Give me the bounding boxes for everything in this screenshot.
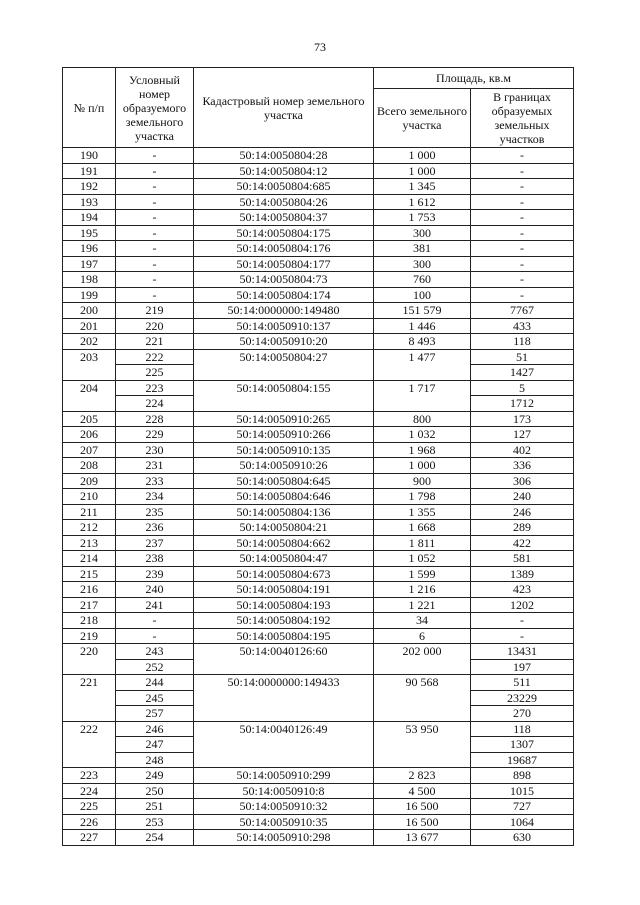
conditional-number: 221: [116, 334, 194, 350]
cadastral-number: 50:14:0050804:12: [194, 163, 374, 179]
cadastral-number: 50:14:0050804:47: [194, 551, 374, 567]
conditional-number: 223: [116, 380, 194, 396]
conditional-number: 224: [116, 396, 194, 412]
conditional-number: 254: [116, 830, 194, 846]
table-row: [63, 473, 574, 489]
area-within: 898: [471, 768, 574, 784]
cadastral-number: 50:14:0050804:177: [194, 256, 374, 272]
area-within: 7767: [471, 303, 574, 319]
area-within: 1064: [471, 814, 574, 830]
conditional-number: 228: [116, 411, 194, 427]
row-number: 206: [63, 427, 116, 443]
conditional-number: 257: [116, 706, 194, 722]
total-area: 381: [374, 241, 471, 257]
area-within: 727: [471, 799, 574, 815]
cadastral-number: 50:14:0050804:673: [194, 566, 374, 582]
table-row: [63, 520, 574, 536]
cadastral-number: 50:14:0050804:174: [194, 287, 374, 303]
cadastral-number: 50:14:0000000:149480: [194, 303, 374, 319]
total-area: 900: [374, 473, 471, 489]
row-number: 208: [63, 458, 116, 474]
cadastral-number: 50:14:0050804:21: [194, 520, 374, 536]
conditional-number: 250: [116, 783, 194, 799]
table-header: [63, 68, 574, 148]
conditional-number: 225: [116, 365, 194, 381]
area-within: 173: [471, 411, 574, 427]
area-within: 402: [471, 442, 574, 458]
row-number: 192: [63, 179, 116, 195]
cadastral-number: 50:14:0050910:20: [194, 334, 374, 350]
area-within: 127: [471, 427, 574, 443]
table-row: [63, 442, 574, 458]
area-within: 246: [471, 504, 574, 520]
row-number: 218: [63, 613, 116, 629]
row-number: 196: [63, 241, 116, 257]
conditional-number: 246: [116, 721, 194, 737]
conditional-number: -: [116, 241, 194, 257]
conditional-number: 241: [116, 597, 194, 613]
total-area: 13 677: [374, 830, 471, 846]
row-number: 191: [63, 163, 116, 179]
row-number: 226: [63, 814, 116, 830]
total-area: 34: [374, 613, 471, 629]
cadastral-number: 50:14:0050910:266: [194, 427, 374, 443]
total-area: 6: [374, 628, 471, 644]
conditional-number: -: [116, 148, 194, 164]
cadastral-number: 50:14:0050804:176: [194, 241, 374, 257]
area-within: -: [471, 179, 574, 195]
row-number: 222: [63, 721, 116, 768]
row-number: 198: [63, 272, 116, 288]
cadastral-number: 50:14:0050804:28: [194, 148, 374, 164]
cadastral-number: 50:14:0050804:27: [194, 349, 374, 380]
cadastral-number: 50:14:0050910:26: [194, 458, 374, 474]
area-within: -: [471, 194, 574, 210]
total-area: 1 221: [374, 597, 471, 613]
table-row: [63, 225, 574, 241]
table-row: [63, 551, 574, 567]
area-within: -: [471, 210, 574, 226]
total-area: 760: [374, 272, 471, 288]
row-number: 194: [63, 210, 116, 226]
row-number: 219: [63, 628, 116, 644]
total-area: 1 477: [374, 349, 471, 380]
row-number: 190: [63, 148, 116, 164]
area-within: 1427: [471, 365, 574, 381]
conditional-number: 219: [116, 303, 194, 319]
row-number: 225: [63, 799, 116, 815]
row-number: 203: [63, 349, 116, 380]
area-within: -: [471, 256, 574, 272]
table-row: [63, 210, 574, 226]
row-number: 193: [63, 194, 116, 210]
table-row: [63, 582, 574, 598]
total-area: 1 000: [374, 458, 471, 474]
table-row: [63, 783, 574, 799]
total-area: 100: [374, 287, 471, 303]
total-area: 1 345: [374, 179, 471, 195]
conditional-number: 220: [116, 318, 194, 334]
total-area: 8 493: [374, 334, 471, 350]
conditional-number: -: [116, 272, 194, 288]
table-row: [63, 830, 574, 846]
cadastral-number: 50:14:0050910:8: [194, 783, 374, 799]
table-row: [63, 489, 574, 505]
cadastral-number: 50:14:0050910:32: [194, 799, 374, 815]
row-number: 202: [63, 334, 116, 350]
conditional-number: 235: [116, 504, 194, 520]
page-number: 73: [314, 40, 326, 54]
total-area: 1 446: [374, 318, 471, 334]
conditional-number: 253: [116, 814, 194, 830]
table-row: [63, 287, 574, 303]
total-area: 2 823: [374, 768, 471, 784]
area-within: 118: [471, 721, 574, 737]
area-within: 336: [471, 458, 574, 474]
conditional-number: 240: [116, 582, 194, 598]
conditional-number: 245: [116, 690, 194, 706]
table-row: [63, 179, 574, 195]
table-row: [63, 814, 574, 830]
row-number: 214: [63, 551, 116, 567]
conditional-number: -: [116, 225, 194, 241]
cadastral-number: 50:14:0050910:135: [194, 442, 374, 458]
table-row: [63, 535, 574, 551]
area-within: 13431: [471, 644, 574, 660]
row-number: 223: [63, 768, 116, 784]
row-number: 209: [63, 473, 116, 489]
table-row: [63, 256, 574, 272]
table-row: [63, 628, 574, 644]
table-body: [63, 148, 574, 846]
header-area-within: В границах образуемых земельных участков: [471, 89, 574, 148]
total-area: 1 355: [374, 504, 471, 520]
area-within: 197: [471, 659, 574, 675]
conditional-number: -: [116, 256, 194, 272]
header-area: Площадь, кв.м: [374, 68, 574, 89]
cadastral-number: 50:14:0050804:136: [194, 504, 374, 520]
total-area: 1 000: [374, 163, 471, 179]
table-row: [63, 675, 574, 691]
conditional-number: 239: [116, 566, 194, 582]
cadastral-number: 50:14:0040126:49: [194, 721, 374, 768]
conditional-number: 231: [116, 458, 194, 474]
conditional-number: 249: [116, 768, 194, 784]
area-within: 1307: [471, 737, 574, 753]
area-within: 511: [471, 675, 574, 691]
conditional-number: 238: [116, 551, 194, 567]
cadastral-number: 50:14:0050910:265: [194, 411, 374, 427]
table-row: [63, 566, 574, 582]
header-number: № п/п: [63, 68, 116, 148]
cadastral-number: 50:14:0050910:35: [194, 814, 374, 830]
total-area: 300: [374, 225, 471, 241]
area-within: 240: [471, 489, 574, 505]
table-row: [63, 194, 574, 210]
conditional-number: 233: [116, 473, 194, 489]
total-area: 1 668: [374, 520, 471, 536]
cadastral-number: 50:14:0050804:193: [194, 597, 374, 613]
area-within: 422: [471, 535, 574, 551]
table-row: [63, 504, 574, 520]
area-within: 289: [471, 520, 574, 536]
total-area: 202 000: [374, 644, 471, 675]
total-area: 4 500: [374, 783, 471, 799]
total-area: 800: [374, 411, 471, 427]
conditional-number: -: [116, 179, 194, 195]
land-plots-table: [62, 67, 574, 846]
area-within: -: [471, 272, 574, 288]
table-row: [63, 768, 574, 784]
total-area: 1 032: [374, 427, 471, 443]
table-row: [63, 272, 574, 288]
cadastral-number: 50:14:0050804:155: [194, 380, 374, 411]
total-area: 1 798: [374, 489, 471, 505]
area-within: 19687: [471, 752, 574, 768]
conditional-number: -: [116, 210, 194, 226]
total-area: 1 968: [374, 442, 471, 458]
area-within: 1712: [471, 396, 574, 412]
conditional-number: 243: [116, 644, 194, 660]
cadastral-number: 50:14:0050910:299: [194, 768, 374, 784]
conditional-number: 244: [116, 675, 194, 691]
table-row: [63, 380, 574, 396]
row-number: 215: [63, 566, 116, 582]
total-area: 1 052: [374, 551, 471, 567]
area-within: 1202: [471, 597, 574, 613]
row-number: 224: [63, 783, 116, 799]
row-number: 207: [63, 442, 116, 458]
cadastral-number: 50:14:0000000:149433: [194, 675, 374, 722]
area-within: -: [471, 163, 574, 179]
area-within: -: [471, 241, 574, 257]
row-number: 212: [63, 520, 116, 536]
cadastral-number: 50:14:0050804:195: [194, 628, 374, 644]
cadastral-number: 50:14:0050804:175: [194, 225, 374, 241]
conditional-number: -: [116, 163, 194, 179]
total-area: 1 612: [374, 194, 471, 210]
total-area: 16 500: [374, 799, 471, 815]
total-area: 151 579: [374, 303, 471, 319]
total-area: 1 000: [374, 148, 471, 164]
conditional-number: 252: [116, 659, 194, 675]
total-area: 1 216: [374, 582, 471, 598]
table-row: [63, 163, 574, 179]
table-row: [63, 318, 574, 334]
area-within: -: [471, 148, 574, 164]
area-within: 1389: [471, 566, 574, 582]
area-within: -: [471, 613, 574, 629]
row-number: 213: [63, 535, 116, 551]
table-row: [63, 427, 574, 443]
conditional-number: -: [116, 613, 194, 629]
cadastral-number: 50:14:0050804:37: [194, 210, 374, 226]
conditional-number: 229: [116, 427, 194, 443]
total-area: 1 753: [374, 210, 471, 226]
area-within: -: [471, 628, 574, 644]
conditional-number: 234: [116, 489, 194, 505]
conditional-number: 236: [116, 520, 194, 536]
table-row: [63, 613, 574, 629]
area-within: 51: [471, 349, 574, 365]
area-within: 1015: [471, 783, 574, 799]
row-number: 199: [63, 287, 116, 303]
total-area: 16 500: [374, 814, 471, 830]
area-within: 581: [471, 551, 574, 567]
total-area: 300: [374, 256, 471, 272]
total-area: 1 599: [374, 566, 471, 582]
conditional-number: 230: [116, 442, 194, 458]
header-cadastral-number: Кадастровый номер земельного участка: [194, 68, 374, 148]
cadastral-number: 50:14:0040126:60: [194, 644, 374, 675]
cadastral-number: 50:14:0050804:73: [194, 272, 374, 288]
area-within: 23229: [471, 690, 574, 706]
row-number: 205: [63, 411, 116, 427]
cadastral-number: 50:14:0050910:137: [194, 318, 374, 334]
cadastral-number: 50:14:0050804:26: [194, 194, 374, 210]
total-area: 53 950: [374, 721, 471, 768]
cadastral-number: 50:14:0050804:662: [194, 535, 374, 551]
area-within: 306: [471, 473, 574, 489]
conditional-number: 222: [116, 349, 194, 365]
total-area: 90 568: [374, 675, 471, 722]
row-number: 216: [63, 582, 116, 598]
cadastral-number: 50:14:0050910:298: [194, 830, 374, 846]
area-within: 270: [471, 706, 574, 722]
cadastral-number: 50:14:0050804:685: [194, 179, 374, 195]
cadastral-number: 50:14:0050804:646: [194, 489, 374, 505]
total-area: 1 717: [374, 380, 471, 411]
row-number: 220: [63, 644, 116, 675]
row-number: 227: [63, 830, 116, 846]
table-row: [63, 458, 574, 474]
row-number: 210: [63, 489, 116, 505]
table-row: [63, 148, 574, 164]
header-conditional-number: Условный номер образуемого земельного участка: [116, 68, 194, 148]
area-within: -: [471, 225, 574, 241]
area-within: -: [471, 287, 574, 303]
table-row: [63, 349, 574, 365]
area-within: 118: [471, 334, 574, 350]
table-row: [63, 303, 574, 319]
cadastral-number: 50:14:0050804:645: [194, 473, 374, 489]
table-row: [63, 644, 574, 660]
header-total-area: Всего земельного участка: [374, 89, 471, 148]
table-row: [63, 799, 574, 815]
table-row: [63, 721, 574, 737]
row-number: 204: [63, 380, 116, 411]
row-number: 197: [63, 256, 116, 272]
conditional-number: 251: [116, 799, 194, 815]
table-row: [63, 241, 574, 257]
cadastral-number: 50:14:0050804:192: [194, 613, 374, 629]
conditional-number: -: [116, 628, 194, 644]
conditional-number: 248: [116, 752, 194, 768]
area-within: 630: [471, 830, 574, 846]
row-number: 201: [63, 318, 116, 334]
row-number: 217: [63, 597, 116, 613]
area-within: 423: [471, 582, 574, 598]
row-number: 211: [63, 504, 116, 520]
row-number: 221: [63, 675, 116, 722]
table-row: [63, 597, 574, 613]
table-row: [63, 411, 574, 427]
conditional-number: -: [116, 287, 194, 303]
row-number: 200: [63, 303, 116, 319]
cadastral-number: 50:14:0050804:191: [194, 582, 374, 598]
conditional-number: 237: [116, 535, 194, 551]
row-number: 195: [63, 225, 116, 241]
area-within: 433: [471, 318, 574, 334]
conditional-number: -: [116, 194, 194, 210]
total-area: 1 811: [374, 535, 471, 551]
table-row: [63, 334, 574, 350]
conditional-number: 247: [116, 737, 194, 753]
area-within: 5: [471, 380, 574, 396]
